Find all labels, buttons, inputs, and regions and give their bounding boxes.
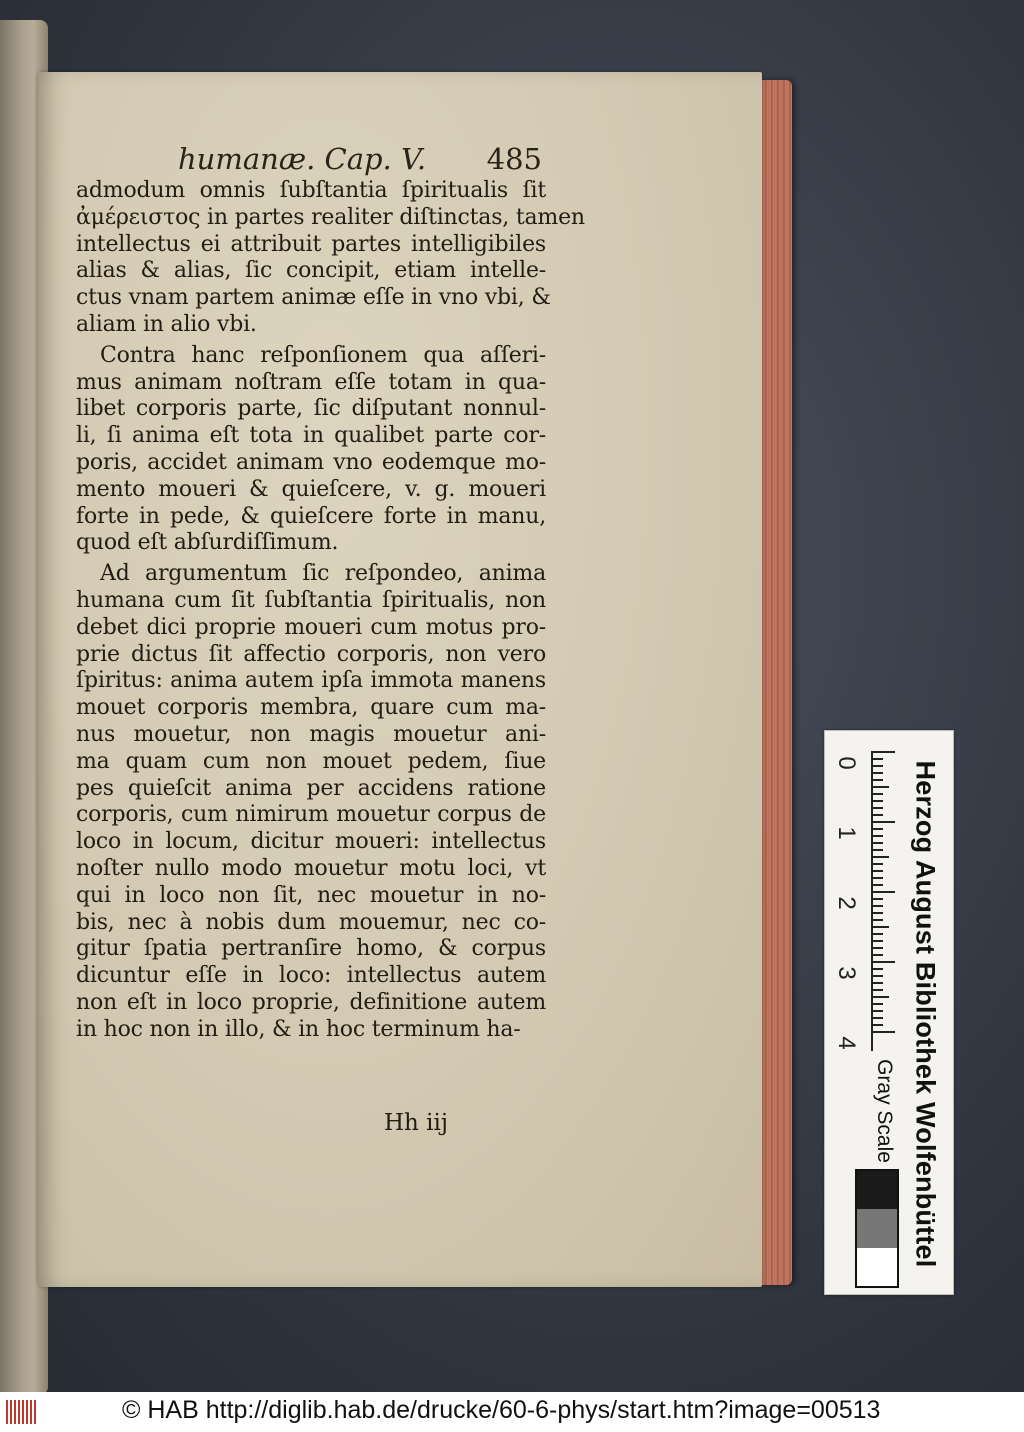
ruler-tick [873,814,883,816]
text-line: ma quam cum non mouet pedem, ſiue [76,748,546,774]
ruler-number: 4 [833,1036,860,1050]
institution-name: Herzog August Bibliothek Wolfenbüttel [910,760,941,1267]
ruler-tick [873,954,883,956]
text-line: ἀμέρειστος in partes realiter diſtinctas, tamen [76,204,585,230]
ruler-tick [873,758,883,760]
ruler-tick [873,793,883,795]
ruler-tick [873,933,883,935]
page-number: 485 [486,142,542,176]
running-head [178,142,548,178]
gray-swatch [857,1248,897,1286]
gray-swatch [857,1209,897,1247]
ruler-tick [873,751,895,753]
text-line: in hoc non in illo, & in hoc terminum ha- [76,1016,521,1042]
text-line: humana cum ſit ſubſtantia ſpiritualis, non [76,587,546,613]
running-head-title: humanæ. Cap. V. [178,142,427,176]
ruler [871,751,897,1051]
ruler-tick [873,1003,883,1005]
ruler-number: 1 [833,826,860,840]
ruler-tick [873,856,889,858]
text-line: non eſt in loco proprie, definitione autem [76,989,546,1015]
ruler-tick [873,1024,883,1026]
ruler-tick [873,1017,883,1019]
ruler-numbers [833,749,859,1069]
text-line: quod eſt abſurdiſſimum. [76,530,339,556]
institution-label [903,741,947,1286]
text-line: gitur ſpatia pertranſire homo, & corpus [76,936,546,962]
ruler-tick [873,947,883,949]
ruler-tick [873,961,895,963]
text-line: mento moueri & quieſcere, v. g. moueri [76,476,546,502]
page-text-body [76,178,585,1044]
ruler-tick [873,975,883,977]
ruler-tick [873,772,883,774]
ruler-tick [873,1010,883,1012]
gray-swatch [857,1171,897,1209]
text-line: prie dictus ſit affectio corporis, non vero [76,641,546,667]
ruler-tick [873,919,883,921]
ruler-tick [873,807,883,809]
ruler-tick [873,800,883,802]
barcode-icon [6,1400,36,1424]
text-line: alias & alias, ſic concipit, etiam intelle- [76,258,546,284]
ruler-tick [873,835,883,837]
ruler-tick [873,765,883,767]
ruler-tick [873,912,883,914]
text-line: ctus vnam partem animæ eſſe in vno vbi, & [76,285,551,311]
ruler-tick [873,996,889,998]
text-line: mouet corporis membra, quare cum ma- [76,695,546,721]
text-line: li, ſi anima eſt tota in qualibet parte cor- [76,423,546,449]
text-line: mus animam noſtram eſſe totam in qua- [76,369,546,395]
ruler-tick [873,779,883,781]
gray-swatches [855,1169,899,1288]
ruler-tick [873,863,883,865]
text-line: bis, nec à nobis dum mouemur, nec co- [76,909,546,935]
ruler-number: 0 [833,756,860,770]
text-line: qui in loco non ſit, nec mouetur in no- [76,882,546,908]
text-line: dicuntur eſſe in loco: intellectus autem [76,963,546,989]
ruler-tick [873,786,889,788]
text-line: debet dici proprie moueri cum motus pro- [76,614,546,640]
text-line: nus mouetur, non magis mouetur ani- [76,721,546,747]
text-line: Contra hanc reſponſionem qua aſſeri- [100,342,546,368]
ruler-tick [873,849,883,851]
ruler-tick [873,842,883,844]
text-line: ſpiritus: anima autem ipſa immota manens [76,668,546,694]
ruler-tick [873,1031,895,1033]
text-line: noſter nullo modo mouetur motu loci, vt [76,855,546,881]
text-line: poris, accidet animam vno eodemque mo- [76,449,546,475]
ruler-tick [873,898,883,900]
text-line: Ad argumentum ſic reſpondeo, anima [100,561,546,587]
text-line: aliam in alio vbi. [76,311,257,337]
ruler-tick [873,905,883,907]
text-line: pes quieſcit anima per accidens ratione [76,775,546,801]
footer-bar [0,1392,1024,1432]
text-line: intellectus ei attribuit partes intelligibiles [76,231,546,257]
text-line: corporis, cum nimirum mouetur corpus de [76,802,546,828]
ruler-tick [873,828,883,830]
gray-scale-text: Gray Scale [873,1059,896,1163]
color-scale-card [824,730,954,1295]
text-line: libet corporis parte, ſic diſputant nonnul- [76,396,546,422]
ruler-tick [873,821,895,823]
gray-scale-label [869,1061,899,1161]
text-line: forte in pede, & quieſcere forte in manu, [76,503,546,529]
ruler-tick [873,870,883,872]
text-line: admodum omnis ſubſtantia ſpiritualis ſit [76,178,546,203]
ruler-tick [873,982,883,984]
ruler-number: 3 [833,966,860,980]
footer-credit: © HAB http://diglib.hab.de/drucke/60-6-phys/start.htm?image=00513 [122,1396,881,1424]
ruler-number: 2 [833,896,860,910]
ruler-tick [873,968,883,970]
ruler-tick [873,884,883,886]
text-line: loco in locum, dicitur moueri: intellectus [76,829,546,855]
ruler-tick [873,877,883,879]
ruler-tick [873,891,895,893]
ruler-tick [873,940,883,942]
ruler-tick [873,989,883,991]
signature-mark: Hh iij [384,1110,449,1136]
ruler-tick [873,926,889,928]
